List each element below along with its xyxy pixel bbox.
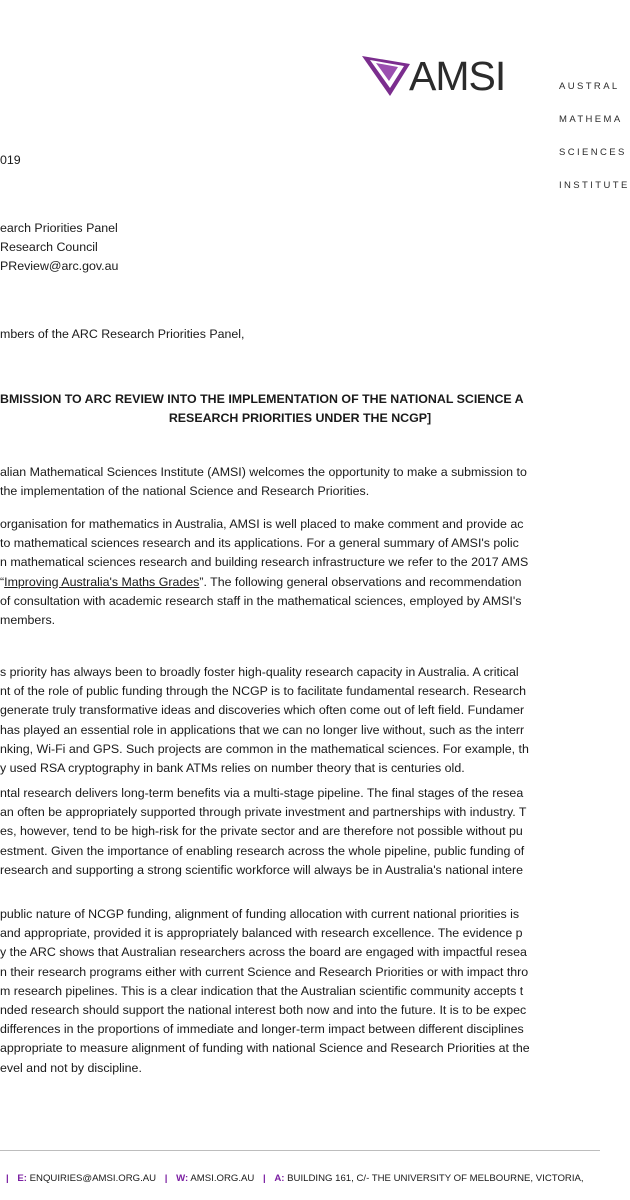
logo-line: INSTITUTE	[559, 180, 630, 191]
logo-line: MATHEMA	[559, 114, 623, 125]
address-key: A:	[274, 1173, 285, 1184]
amsi-triangle-icon	[360, 52, 412, 98]
footer-contact	[0, 1173, 584, 1184]
paragraph-research-pipeline	[0, 784, 526, 880]
footer-address: BUILDING 161, C/- THE UNIVERSITY OF MELBOURNE, VICTORIA,	[287, 1173, 584, 1184]
paragraph-fundamental-research	[0, 663, 529, 778]
paragraph-line: an often be appropriately supported through private investment and partnerships with industry. T	[0, 805, 527, 820]
link-quote-open: “	[0, 574, 5, 589]
paragraph-line: n mathematical sciences research and building research infrastructure we refer to the 2017 AMS	[0, 555, 529, 570]
paragraph-line	[0, 573, 528, 592]
paragraph-line: y the ARC shows that Australian researchers across the board are engaged with impactful resea	[0, 945, 527, 960]
paragraph-line: research and supporting a strong scientific workforce will always be in Australia's national intere	[0, 862, 524, 877]
paragraph-line: to mathematical sciences research and its applications. For a general summary of AMSI's polic	[0, 536, 519, 551]
amsi-logo	[360, 52, 630, 191]
paragraph-line: of consultation with academic research staff in the mathematical sciences, employed by AMSI's	[0, 593, 522, 608]
paragraph-ncgp-alignment	[0, 905, 530, 1078]
paragraph-line: and appropriate, provided it is appropriately balanced with research excellence. The evidence p	[0, 926, 523, 941]
email-key: E:	[17, 1173, 27, 1184]
salutation: mbers of the ARC Research Priorities Panel,	[0, 327, 245, 341]
paragraph-line: s priority has always been to broadly foster high-quality research capacity in Australia. A critical	[0, 665, 519, 679]
submission-heading	[0, 390, 600, 428]
paragraph-line: public nature of NCGP funding, alignment of funding allocation with current national priorities is	[0, 907, 520, 921]
footer-separator: |	[263, 1173, 266, 1184]
paragraph-intro	[0, 463, 527, 501]
logo-line: SCIENCES	[559, 147, 627, 158]
heading-line: BMISSION TO ARC REVIEW INTO THE IMPLEMENTATION OF THE NATIONAL SCIENCE A	[0, 392, 524, 406]
report-link[interactable]: Improving Australia's Maths Grades	[4, 574, 200, 589]
paragraph-line: generate truly transformative ideas and discoveries which often come out of left field. Fundamer	[0, 703, 525, 718]
paragraph-line: appropriate to measure alignment of funding with national Science and Research Priorities at the	[0, 1041, 530, 1056]
paragraph-line: estment. Given the importance of enabling research across the whole pipeline, public funding of	[0, 843, 525, 858]
recipient-line: Research Council	[0, 240, 98, 254]
paragraph-line: es, however, tend to be high-risk for the private sector and are therefore not possible without pu	[0, 824, 523, 839]
recipient-email: PReview@arc.gov.au	[0, 259, 119, 273]
footer-separator: |	[164, 1173, 168, 1184]
footer-separator: |	[6, 1173, 9, 1184]
footer-email-link[interactable]: ENQUIRIES@AMSI.ORG.AU	[29, 1173, 157, 1184]
logo-line: AUSTRAL	[559, 81, 620, 92]
paragraph-line: n their research programs either with current Science and Research Priorities or with impact thro	[0, 964, 529, 979]
paragraph-line: members.	[0, 613, 56, 628]
paragraph-line: alian Mathematical Sciences Institute (AMSI) welcomes the opportunity to make a submission to	[0, 465, 527, 479]
paragraph-line: nded research should support the national interest both now and into the future. It is to be expec	[0, 1003, 527, 1018]
paragraph-line: the implementation of the national Science and Research Priorities.	[0, 484, 370, 499]
logo-wordmark: AMSI	[409, 53, 506, 99]
paragraph-line: differences in the proportions of immediate and longer-term impact between different disciplines	[0, 1022, 524, 1037]
link-quote-close: ”. The following general observations and recommendation	[199, 574, 522, 589]
logo-institute-name	[559, 59, 630, 213]
paragraph-line: nt of the role of public funding through the NCGP is to facilitate fundamental research. Research	[0, 684, 526, 699]
letter-date: 019	[0, 153, 21, 167]
web-key: W:	[176, 1173, 189, 1184]
recipient-line: earch Priorities Panel	[0, 221, 118, 235]
paragraph-line: evel and not by discipline.	[0, 1060, 142, 1075]
heading-line: RESEARCH PRIORITIES UNDER THE NCGP]	[168, 411, 432, 425]
paragraph-line: y used RSA cryptography in bank ATMs relies on number theory that is centuries old.	[0, 761, 465, 776]
paragraph-line: m research pipelines. This is a clear indication that the Australian scientific community accepts t	[0, 983, 524, 998]
footer-web-link[interactable]: AMSI.ORG.AU	[190, 1173, 255, 1184]
paragraph-line: has played an essential role in applications that we can no longer live without, such as the interr	[0, 722, 525, 737]
paragraph-amsi-role	[0, 515, 528, 630]
paragraph-line: organisation for mathematics in Australia, AMSI is well placed to make comment and provide ac	[0, 517, 524, 531]
footer-divider	[0, 1150, 600, 1151]
paragraph-line: nking, Wi-Fi and GPS. Such projects are common in the mathematical sciences. For example, th	[0, 741, 529, 756]
paragraph-line: ntal research delivers long-term benefits via a multi-stage pipeline. The final stages of the resea	[0, 786, 524, 800]
